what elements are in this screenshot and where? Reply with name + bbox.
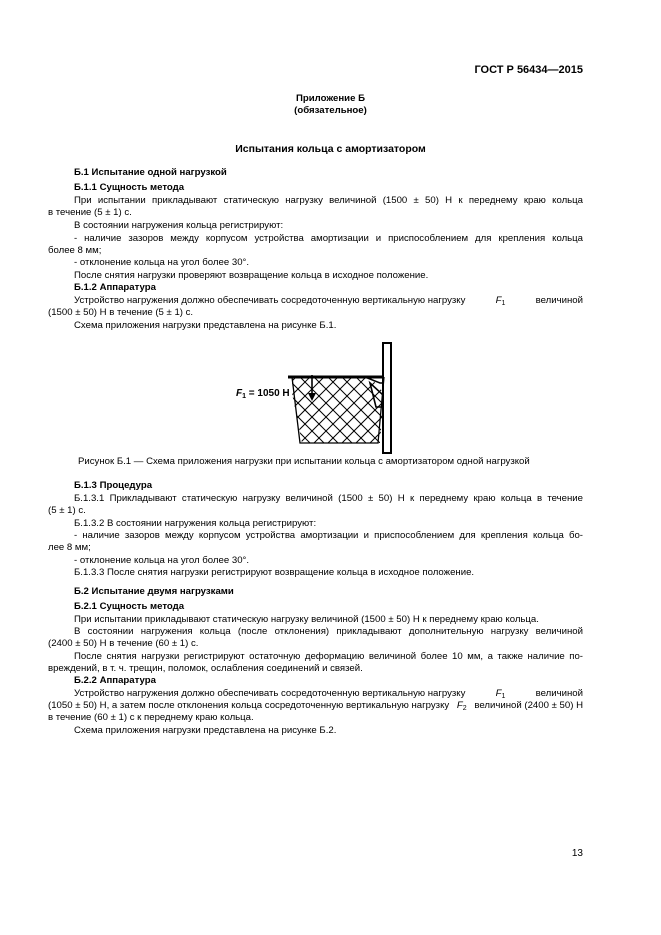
b13-paragraph-1-line-1: Б.1.3.1 Прикладывают статическую нагрузку величиной (1500 ± 50) Н к переднему краю кольца в течение (74, 493, 583, 504)
b13-paragraph-4: - отклонение кольца на угол более 30°. (74, 555, 250, 566)
b22-line2-post: величиной (2400 ± 50) Н (474, 700, 583, 711)
net-mesh (230, 377, 450, 443)
b21-paragraph-2-line-1: В состоянии нагружения кольца (после отклонения) прикладывают дополнительную нагрузку величиной (74, 626, 583, 637)
b12-paragraph-2: Схема приложения нагрузки представлена на рисунке Б.1. (74, 320, 337, 331)
standard-number: ГОСТ Р 56434—2015 (474, 64, 583, 76)
b11-paragraph-3-line-1: - наличие зазоров между корпусом устройства амортизации и приспособлением для крепления кольца (74, 233, 583, 244)
b11-paragraph-1-line-1: При испытании прикладывают статическую нагрузку величиной (1500 ± 50) Н к переднему краю кольца (74, 195, 583, 206)
backboard (383, 343, 391, 453)
b21-paragraph-1: При испытании прикладывают статическую нагрузку величиной (1500 ± 50) Н к переднему краю кольца. (74, 614, 539, 625)
b11-paragraph-3-line-2: более 8 мм; (48, 245, 102, 256)
figure-b1-drawing (0, 335, 661, 455)
b13-paragraph-3-line-1: - наличие зазоров между корпусом устройства амортизации и приспособлением для крепления кольца бо- (74, 530, 583, 541)
b12-force-symbol: $F_1$ (495, 295, 506, 307)
b22-text-post: величиной (535, 688, 583, 699)
appendix-title: Приложение Б (296, 93, 365, 104)
b12-text-pre: Устройство нагружения должно обеспечивать сосредоточенную вертикальную нагрузку (74, 295, 466, 306)
b21-paragraph-2-line-2: (2400 ± 50) Н в течение (60 ± 1) с. (48, 638, 199, 649)
b12-text-post: величиной (535, 295, 583, 306)
b11-paragraph-1-line-2: в течение (5 ± 1) с. (48, 207, 132, 218)
page-number: 13 (571, 848, 583, 859)
b12-paragraph-1-line-2: (1500 ± 50) Н в течение (5 ± 1) с. (48, 307, 194, 318)
b22-paragraph-1-line-1 (74, 688, 583, 700)
section-b2-heading: Б.2 Испытание двумя нагрузками (74, 586, 234, 597)
section-b22-heading: Б.2.2 Аппаратура (74, 675, 156, 686)
section-b12-heading: Б.1.2 Аппаратура (74, 282, 156, 293)
b22-paragraph-1-line-3: в течение (60 ± 1) с к переднему краю кольца. (48, 712, 254, 723)
section-b13-heading: Б.1.3 Процедура (74, 480, 153, 491)
b22-force-symbol-1: $F_1$ (495, 688, 506, 700)
b11-paragraph-4: - отклонение кольца на угол более 30°. (74, 257, 250, 268)
b22-force-symbol-2: $F_2$ (456, 700, 467, 712)
b12-paragraph-1-line-1 (74, 295, 583, 307)
main-title: Испытания кольца с амортизатором (235, 143, 426, 155)
b13-paragraph-5: Б.1.3.3 После снятия нагрузки регистрируют возвращение кольца в исходное положение. (74, 567, 475, 578)
b13-paragraph-3-line-2: лее 8 мм; (48, 542, 91, 553)
b21-paragraph-3-line-1: После снятия нагрузки регистрируют остаточную деформацию величиной более 10 мм, а также наличие по- (74, 651, 583, 662)
b11-paragraph-5: После снятия нагрузки проверяют возвращение кольца в исходное положение. (74, 270, 429, 281)
b22-paragraph-2: Схема приложения нагрузки представлена на рисунке Б.2. (74, 725, 337, 736)
section-b21-heading: Б.2.1 Сущность метода (74, 601, 185, 612)
appendix-status: (обязательное) (294, 105, 367, 116)
b22-paragraph-1-line-2 (48, 700, 583, 712)
b11-paragraph-2: В состоянии нагружения кольца регистрируют: (74, 220, 284, 231)
b21-paragraph-3-line-2: вреждений, в т. ч. трещин, поломок, ослабления соединений и связей. (48, 663, 363, 674)
section-b1-heading: Б.1 Испытание одной нагрузкой (74, 167, 227, 178)
b22-text-pre: Устройство нагружения должно обеспечивать сосредоточенную вертикальную нагрузку (74, 688, 466, 699)
b13-paragraph-2: Б.1.3.2 В состоянии нагружения кольца регистрируют: (74, 518, 317, 529)
figure-b1-caption: Рисунок Б.1 — Схема приложения нагрузки при испытании кольца с амортизатором одной нагрузкой (78, 456, 530, 467)
figure-b1-load-label: $F_1 = 1050$ Н (236, 388, 290, 400)
b13-paragraph-1-line-2: (5 ± 1) с. (48, 505, 86, 516)
section-b11-heading: Б.1.1 Сущность метода (74, 182, 185, 193)
b22-line2-pre: (1050 ± 50) Н, а затем после отклонения кольца сосредоточенную вертикальную нагрузку (48, 700, 450, 711)
